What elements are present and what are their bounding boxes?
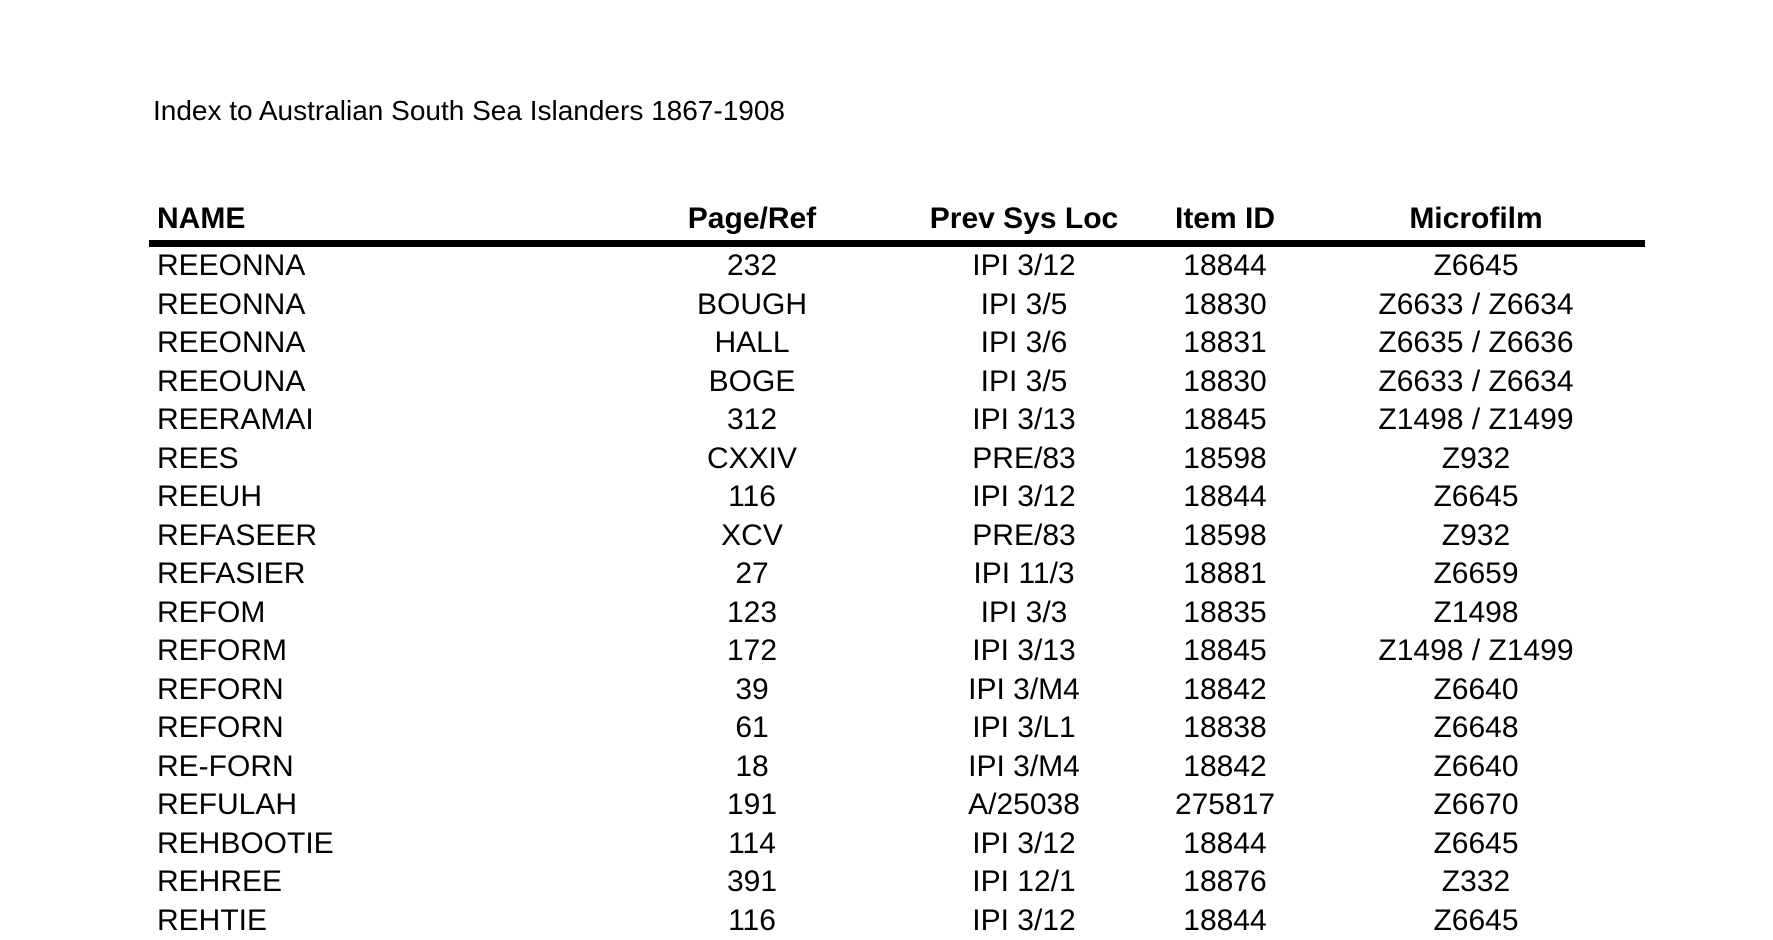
table-row xyxy=(0,825,1773,864)
cell-item-id: 18845 xyxy=(1125,632,1325,671)
column-header-name: NAME xyxy=(157,200,245,239)
column-header-prev-sys-loc: Prev Sys Loc xyxy=(924,200,1124,239)
cell-microfilm: Z6645 xyxy=(1326,825,1626,864)
cell-prev-sys-loc: IPI 3/5 xyxy=(924,286,1124,325)
cell-item-id: 18881 xyxy=(1125,555,1325,594)
document-title: Index to Australian South Sea Islanders 1867-1908 xyxy=(153,95,785,127)
cell-name: REFULAH xyxy=(157,786,297,825)
cell-page-ref: 116 xyxy=(652,902,852,940)
cell-prev-sys-loc: IPI 3/12 xyxy=(924,902,1124,940)
cell-name: REHREE xyxy=(157,863,282,902)
cell-microfilm: Z6645 xyxy=(1326,478,1626,517)
cell-item-id: 18844 xyxy=(1125,902,1325,940)
cell-page-ref: 191 xyxy=(652,786,852,825)
column-header-item-id: Item ID xyxy=(1125,200,1325,239)
cell-page-ref: 27 xyxy=(652,555,852,594)
cell-prev-sys-loc: PRE/83 xyxy=(924,440,1124,479)
cell-page-ref: 232 xyxy=(652,247,852,286)
cell-item-id: 18845 xyxy=(1125,401,1325,440)
table-row xyxy=(0,247,1773,286)
cell-page-ref: CXXIV xyxy=(652,440,852,479)
cell-name: REFASIER xyxy=(157,555,305,594)
cell-item-id: 18842 xyxy=(1125,748,1325,787)
cell-page-ref: 172 xyxy=(652,632,852,671)
table-header-row xyxy=(0,200,1773,239)
cell-microfilm: Z932 xyxy=(1326,517,1626,556)
cell-microfilm: Z1498 xyxy=(1326,594,1626,633)
cell-prev-sys-loc: A/25038 xyxy=(924,786,1124,825)
cell-prev-sys-loc: IPI 12/1 xyxy=(924,863,1124,902)
cell-page-ref: XCV xyxy=(652,517,852,556)
cell-microfilm: Z1498 / Z1499 xyxy=(1326,401,1626,440)
cell-prev-sys-loc: IPI 3/13 xyxy=(924,632,1124,671)
table-row xyxy=(0,286,1773,325)
table-row xyxy=(0,324,1773,363)
cell-page-ref: 114 xyxy=(652,825,852,864)
cell-microfilm: Z1498 / Z1499 xyxy=(1326,632,1626,671)
cell-name: REEUH xyxy=(157,478,262,517)
cell-prev-sys-loc: IPI 3/12 xyxy=(924,825,1124,864)
cell-item-id: 18830 xyxy=(1125,286,1325,325)
cell-name: REEOUNA xyxy=(157,363,305,402)
cell-name: REFORN xyxy=(157,709,284,748)
cell-name: REEONNA xyxy=(157,247,305,286)
cell-microfilm: Z6659 xyxy=(1326,555,1626,594)
cell-microfilm: Z6633 / Z6634 xyxy=(1326,363,1626,402)
cell-microfilm: Z6640 xyxy=(1326,671,1626,710)
table-row xyxy=(0,555,1773,594)
cell-item-id: 18844 xyxy=(1125,825,1325,864)
cell-name: REFASEER xyxy=(157,517,317,556)
cell-name: REHBOOTIE xyxy=(157,825,334,864)
cell-microfilm: Z932 xyxy=(1326,440,1626,479)
table-row xyxy=(0,440,1773,479)
cell-item-id: 18830 xyxy=(1125,363,1325,402)
cell-microfilm: Z332 xyxy=(1326,863,1626,902)
table-row xyxy=(0,786,1773,825)
cell-prev-sys-loc: IPI 11/3 xyxy=(924,555,1124,594)
cell-page-ref: HALL xyxy=(652,324,852,363)
cell-name: REEONNA xyxy=(157,324,305,363)
cell-prev-sys-loc: IPI 3/5 xyxy=(924,363,1124,402)
cell-page-ref: 18 xyxy=(652,748,852,787)
cell-page-ref: 39 xyxy=(652,671,852,710)
cell-prev-sys-loc: IPI 3/M4 xyxy=(924,748,1124,787)
cell-prev-sys-loc: IPI 3/13 xyxy=(924,401,1124,440)
column-header-microfilm: Microfilm xyxy=(1326,200,1626,239)
cell-name: REFORM xyxy=(157,632,287,671)
table-row xyxy=(0,594,1773,633)
cell-item-id: 18598 xyxy=(1125,517,1325,556)
table-row xyxy=(0,632,1773,671)
cell-page-ref: 61 xyxy=(652,709,852,748)
cell-item-id: 18598 xyxy=(1125,440,1325,479)
cell-microfilm: Z6648 xyxy=(1326,709,1626,748)
cell-prev-sys-loc: IPI 3/3 xyxy=(924,594,1124,633)
cell-name: REEONNA xyxy=(157,286,305,325)
cell-name: REFORN xyxy=(157,671,284,710)
table-body xyxy=(0,247,1773,940)
table-row xyxy=(0,517,1773,556)
cell-page-ref: 116 xyxy=(652,478,852,517)
cell-microfilm: Z6640 xyxy=(1326,748,1626,787)
cell-prev-sys-loc: IPI 3/12 xyxy=(924,247,1124,286)
cell-microfilm: Z6635 / Z6636 xyxy=(1326,324,1626,363)
table-row xyxy=(0,478,1773,517)
cell-name: RE-FORN xyxy=(157,748,294,787)
cell-prev-sys-loc: PRE/83 xyxy=(924,517,1124,556)
cell-page-ref: BOGE xyxy=(652,363,852,402)
column-header-page-ref: Page/Ref xyxy=(652,200,852,239)
cell-page-ref: 312 xyxy=(652,401,852,440)
cell-prev-sys-loc: IPI 3/M4 xyxy=(924,671,1124,710)
cell-page-ref: 123 xyxy=(652,594,852,633)
table-row xyxy=(0,363,1773,402)
cell-microfilm: Z6670 xyxy=(1326,786,1626,825)
cell-prev-sys-loc: IPI 3/6 xyxy=(924,324,1124,363)
cell-name: REERAMAI xyxy=(157,401,314,440)
cell-microfilm: Z6633 / Z6634 xyxy=(1326,286,1626,325)
cell-item-id: 275817 xyxy=(1125,786,1325,825)
cell-name: REHTIE xyxy=(157,902,267,940)
table-row xyxy=(0,401,1773,440)
cell-item-id: 18838 xyxy=(1125,709,1325,748)
cell-page-ref: BOUGH xyxy=(652,286,852,325)
cell-name: REES xyxy=(157,440,239,479)
cell-page-ref: 391 xyxy=(652,863,852,902)
cell-item-id: 18844 xyxy=(1125,247,1325,286)
cell-item-id: 18842 xyxy=(1125,671,1325,710)
cell-item-id: 18844 xyxy=(1125,478,1325,517)
cell-name: REFOM xyxy=(157,594,265,633)
table-row xyxy=(0,863,1773,902)
cell-prev-sys-loc: IPI 3/12 xyxy=(924,478,1124,517)
cell-microfilm: Z6645 xyxy=(1326,247,1626,286)
cell-item-id: 18835 xyxy=(1125,594,1325,633)
index-table xyxy=(0,200,1773,239)
table-row xyxy=(0,748,1773,787)
cell-item-id: 18876 xyxy=(1125,863,1325,902)
cell-item-id: 18831 xyxy=(1125,324,1325,363)
table-row xyxy=(0,902,1773,940)
table-row xyxy=(0,671,1773,710)
table-row xyxy=(0,709,1773,748)
cell-microfilm: Z6645 xyxy=(1326,902,1626,940)
cell-prev-sys-loc: IPI 3/L1 xyxy=(924,709,1124,748)
header-divider xyxy=(149,240,1645,247)
